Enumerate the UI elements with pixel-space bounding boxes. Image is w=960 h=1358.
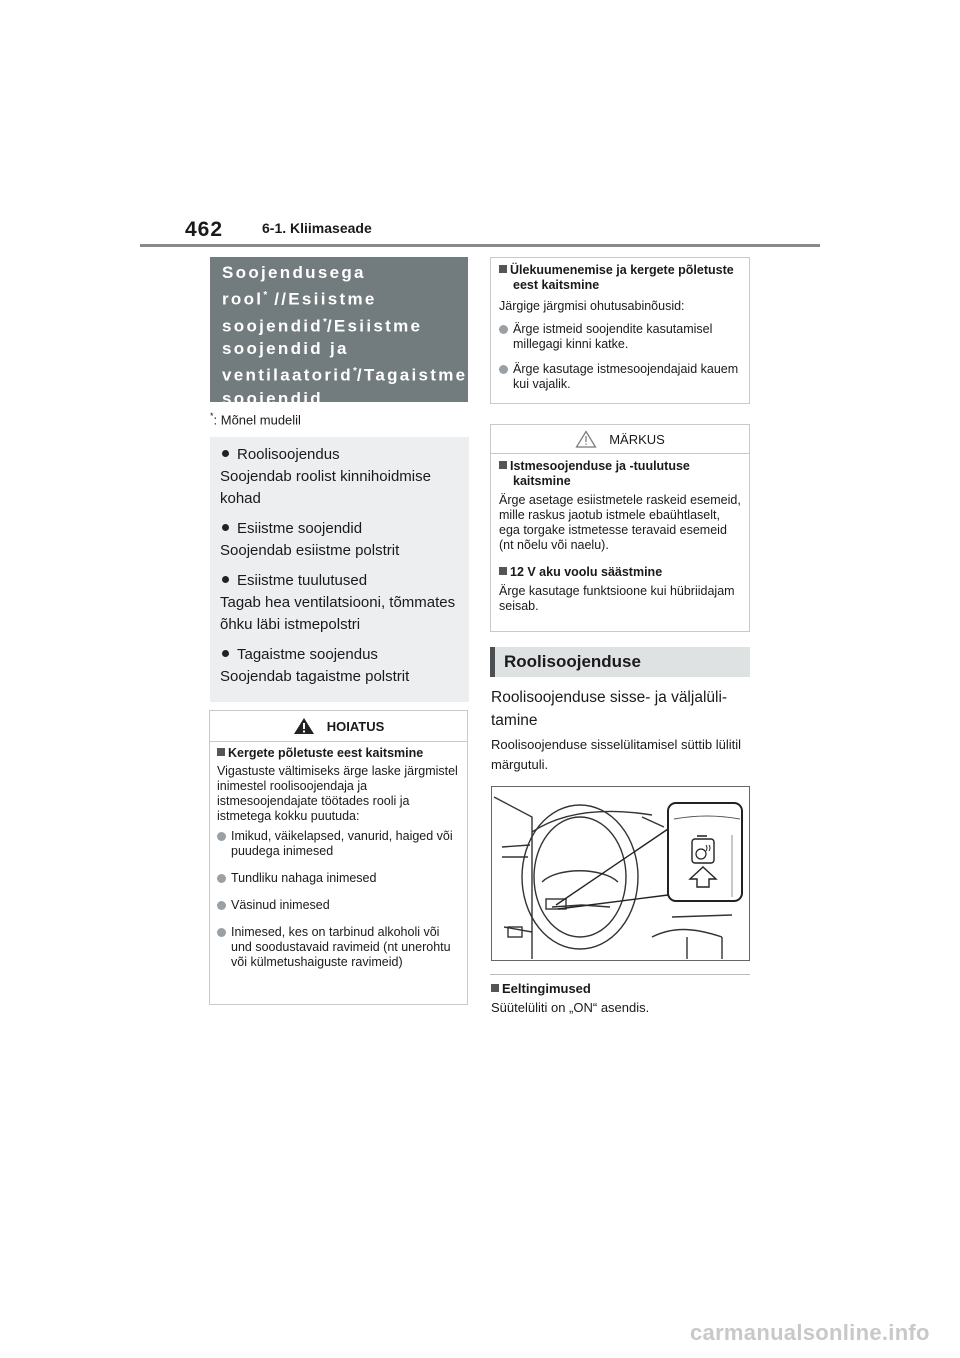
title-line-3: soojendid*/Esiistme [222,316,423,336]
warning-subheading: Kergete põletuste eest kaitsmine [217,746,460,761]
bullet-dot-icon [222,524,229,531]
overheat-box [490,257,750,404]
feature-head: Tagaistme soojendus [220,644,459,666]
dashboard-drawing [492,787,749,960]
steering-indicator-text: Roolisoojenduse sisselülitamisel süttib lülitil märgutuli. [491,737,742,772]
steering-heating-heading: Roolisoojenduse [490,647,750,677]
notice-paragraph: Ärge asetage esiistmetele raskeid esemeid, mille raskus jaotub istmele ebaühtlaselt, ega torgake istmetesse teravaid esemeid (nt nõelu või naelu). [499,493,741,552]
square-bullet-icon [217,748,225,756]
overheat-paragraph: Järgige järgmisi ohutusabinõusid: [499,299,685,313]
feature-head: Roolisoojendus [220,444,459,466]
notice-subheading: 12 V aku voolu säästmine [499,565,741,580]
square-bullet-icon [499,265,507,273]
steering-switch-illustration [491,786,750,961]
feature-head: Esiistme soojendid [220,518,459,540]
notice-triangle-icon [575,430,597,448]
warning-header: HOIATUS [210,711,467,742]
warning-bullet: Tundliku nahaga inimesed [217,871,460,886]
warning-bullet: Imikud, väikelapsed, vanurid, haiged või puudega inimesed [217,829,460,859]
title-line-6: soojendid [222,388,323,408]
bullet-dot-icon [222,576,229,583]
warning-bullet: Väsinud inimesed [217,898,460,913]
overheat-bullet: Ärge kasutage istmesoojendajaid kauem kui vajalik. [499,362,741,392]
warning-box [209,710,468,1005]
notice-box [490,424,750,632]
square-bullet-icon [491,984,499,992]
feature-desc: Soojendab roolist kinnihoidmise kohad [220,468,431,507]
warning-body [210,742,467,974]
title-line-4: soojendid ja [222,339,349,359]
title-line-1: Soojendusega [222,263,366,282]
conditions-text: Süütelüliti on „ON“ asendis. [491,1000,650,1015]
notice-header: MÄRKUS [491,425,749,454]
feature-desc: Tagab hea ventilatsiooni, tõmmates õhku läbi istmepolstri [220,594,456,633]
overheat-subheading: Ülekuumenemise ja kergete põletuste eest kaitsmine [499,263,741,293]
warning-bullet: Inimesed, kes on tarbinud alkoholi või und soodustavaid ravimeid (nt unerohtu või külmetushaiguste ravimeid) [217,925,460,970]
page-number: 462 [185,218,224,241]
notice-body [491,454,749,619]
title-line-2: rool* //Esiistme [222,289,377,309]
notice-subheading: Istmesoojenduse ja -tuulutuse kaitsmine [499,459,741,489]
footnote: *: Mõnel mudelil [210,411,301,428]
bullet-dot-icon [222,450,229,457]
features-box [210,437,469,702]
bullet-dot-icon [222,650,229,657]
conditions-heading: Eeltingimused [491,981,591,996]
conditions-rule [490,974,750,975]
overheat-bullet: Ärge istmeid soojendite kasutamisel millegagi kinni katke. [499,322,741,352]
section-title: 6-1. Kliimaseade [262,220,372,236]
warning-paragraph: Vigastuste vältimiseks ärge laske järgmistel inimestel roolisoojendaja ja istmesoojendajate töötades rooli ja istmetega kokku puutuda: [217,764,458,823]
feature-desc: Soojendab esiistme polstrit [220,542,400,559]
feature-desc: Soojendab tagaistme polstrit [220,668,410,685]
watermark: carmanualsonline.info [690,1320,930,1345]
header-rule [140,244,820,247]
square-bullet-icon [499,567,507,575]
title-box [210,257,468,408]
steering-on-off-text: Roolisoojenduse sisse- ja väljalüli-tamine [491,689,728,729]
notice-paragraph: Ärge kasutage funktsioone kui hübriidajam seisab. [499,584,735,613]
feature-head: Esiistme tuulutused [220,570,459,592]
warning-triangle-icon [293,717,315,735]
title-line-5: ventilaatorid*/Tagaistme [222,365,468,385]
square-bullet-icon [499,461,507,469]
